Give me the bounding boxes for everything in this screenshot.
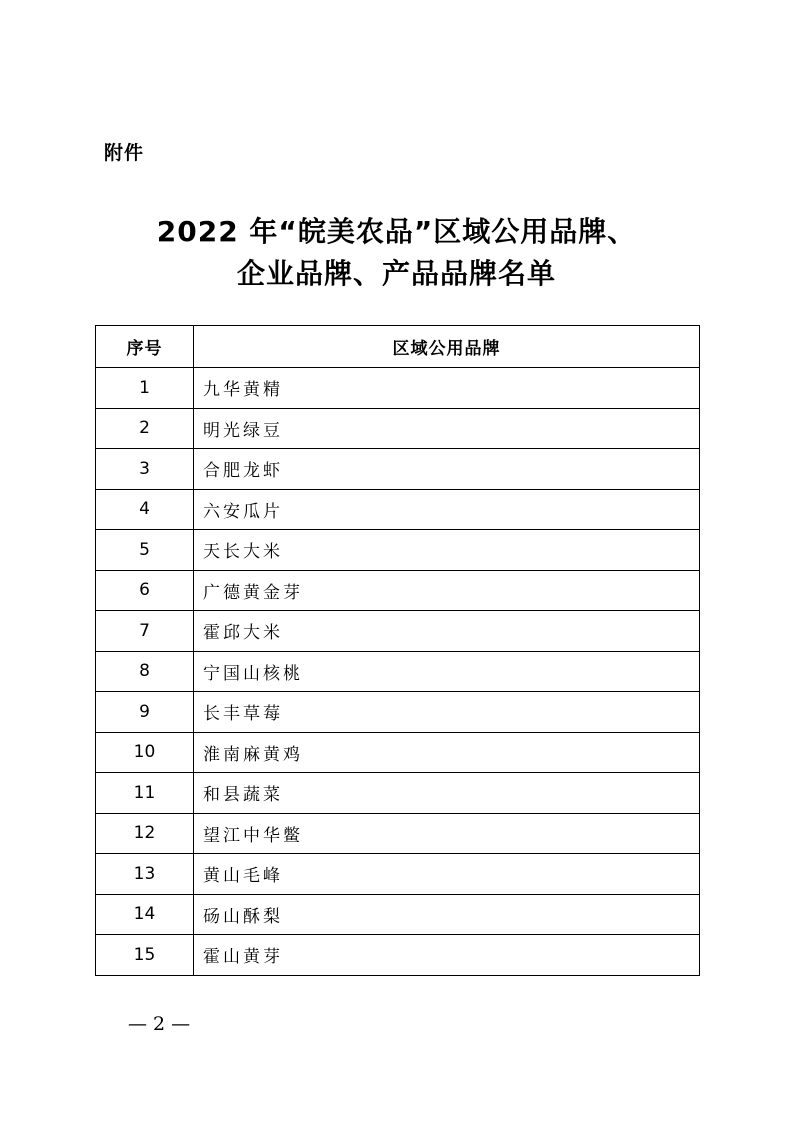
- header-index: 序号: [96, 326, 194, 368]
- document-title-line-1: 2022 年“皖美农品”区域公用品牌、: [156, 215, 637, 248]
- row-index: 15: [96, 935, 194, 976]
- table-row: [96, 368, 700, 409]
- row-index: 11: [96, 773, 194, 814]
- row-brand: 望江中华鳖: [194, 813, 700, 854]
- header-brand: 区域公用品牌: [194, 326, 700, 368]
- table-row: [96, 732, 700, 773]
- row-brand: 合肥龙虾: [194, 449, 700, 490]
- row-index: 3: [96, 449, 194, 490]
- row-brand: 霍邱大米: [194, 611, 700, 652]
- row-brand: 霍山黄芽: [194, 935, 700, 976]
- document-title-line-2: 企业品牌、产品品牌名单: [236, 257, 556, 290]
- table-row: [96, 408, 700, 449]
- row-brand: 明光绿豆: [194, 408, 700, 449]
- row-index: 2: [96, 408, 194, 449]
- row-index: 10: [96, 732, 194, 773]
- attachment-label: 附件: [104, 142, 145, 164]
- table-row: [96, 651, 700, 692]
- row-index: 5: [96, 530, 194, 571]
- table-row: [96, 692, 700, 733]
- page-number: — 2 —: [128, 1013, 191, 1035]
- table-row: [96, 489, 700, 530]
- row-index: 4: [96, 489, 194, 530]
- row-brand: 淮南麻黄鸡: [194, 732, 700, 773]
- table-row: [96, 894, 700, 935]
- row-index: 1: [96, 368, 194, 409]
- table-header-row: [96, 326, 700, 368]
- row-index: 9: [96, 692, 194, 733]
- table-row: [96, 611, 700, 652]
- row-brand: 砀山酥梨: [194, 894, 700, 935]
- row-brand: 六安瓜片: [194, 489, 700, 530]
- row-index: 6: [96, 570, 194, 611]
- table-row: [96, 813, 700, 854]
- table-row: [96, 854, 700, 895]
- table-row: [96, 935, 700, 976]
- row-brand: 广德黄金芽: [194, 570, 700, 611]
- row-index: 12: [96, 813, 194, 854]
- table-row: [96, 530, 700, 571]
- table-row: [96, 773, 700, 814]
- row-index: 8: [96, 651, 194, 692]
- row-brand: 九华黄精: [194, 368, 700, 409]
- row-brand: 和县蔬菜: [194, 773, 700, 814]
- row-brand: 天长大米: [194, 530, 700, 571]
- table-row: [96, 449, 700, 490]
- table-row: [96, 570, 700, 611]
- row-index: 13: [96, 854, 194, 895]
- row-index: 7: [96, 611, 194, 652]
- row-brand: 宁国山核桃: [194, 651, 700, 692]
- row-brand: 黄山毛峰: [194, 854, 700, 895]
- brand-list-table: [95, 325, 700, 976]
- row-index: 14: [96, 894, 194, 935]
- row-brand: 长丰草莓: [194, 692, 700, 733]
